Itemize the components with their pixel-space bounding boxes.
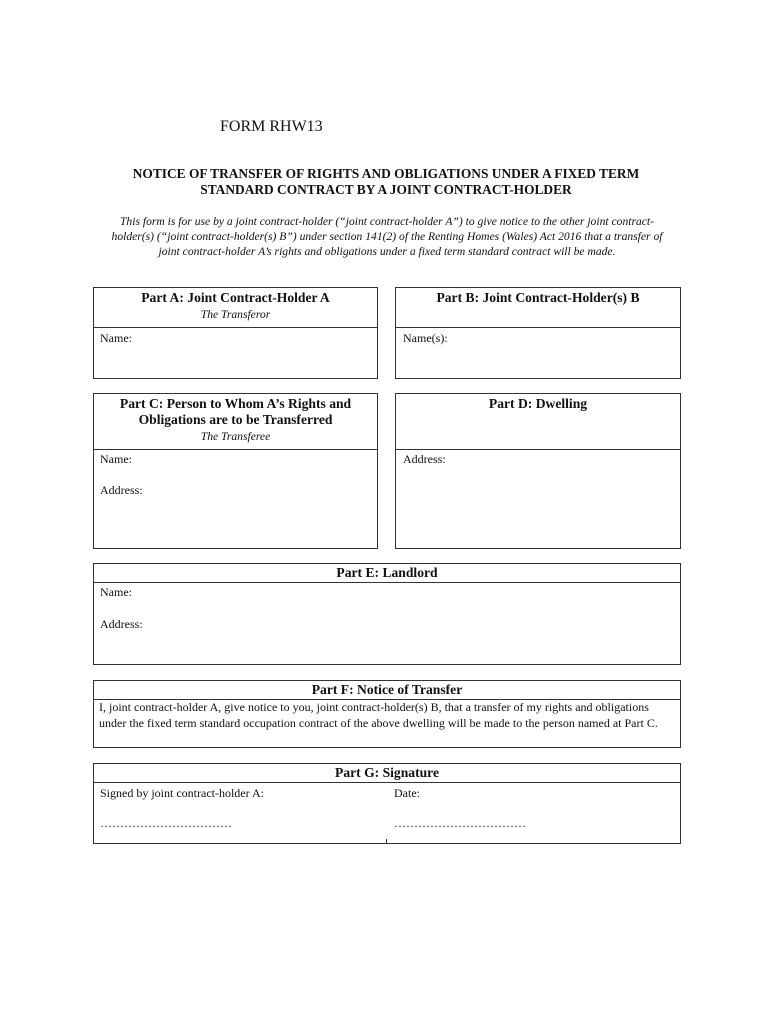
- part-f-title: Part F: Notice of Transfer: [311, 682, 463, 697]
- part-a-title: Part A: Joint Contract-Holder A: [141, 290, 330, 305]
- signature-line[interactable]: ……………………………: [100, 816, 232, 830]
- part-g-box: [93, 763, 681, 844]
- part-b-names-field[interactable]: Name(s):: [403, 331, 448, 345]
- part-e-box: [93, 563, 681, 665]
- part-e-name-field[interactable]: Name:: [100, 585, 132, 599]
- part-b-title: Part B: Joint Contract-Holder(s) B: [436, 290, 640, 305]
- part-e-title: Part E: Landlord: [336, 565, 438, 580]
- form-intro: This form is for use by a joint contract-holder (“joint contract-holder A”) to give notice to the other joint contract-holder(s) (“joint contract-holder(s) B”) under section 141(2) of the Renting Homes (Wales) Act 2016 that a transfer of joint contract-holder A’s rights and obligations under a fixed term standard contract will be made.: [111, 215, 663, 258]
- part-g-title: Part G: Signature: [335, 765, 439, 780]
- date-line[interactable]: ……………………………: [394, 816, 526, 830]
- part-f-notice-text: I, joint contract-holder A, give notice to you, joint contract-holder(s) B, that a transfer of my rights and obligations under the fixed term standard occupation contract of the above dwelling will be made to the person named at Part C.: [99, 700, 658, 730]
- part-c-box: [93, 393, 378, 549]
- form-heading: NOTICE OF TRANSFER OF RIGHTS AND OBLIGATIONS UNDER A FIXED TERM STANDARD CONTRACT BY A JOINT CONTRACT-HOLDER: [132, 166, 640, 197]
- part-d-box: [395, 393, 681, 549]
- part-f-box: [93, 680, 681, 748]
- part-b-box: [395, 287, 681, 379]
- part-c-address-field[interactable]: Address:: [100, 483, 143, 497]
- part-a-box: [93, 287, 378, 379]
- form-number: FORM RHW13: [220, 118, 323, 135]
- part-g-date-label: Date:: [394, 786, 420, 800]
- part-e-address-field[interactable]: Address:: [100, 617, 143, 631]
- part-a-name-field[interactable]: Name:: [100, 331, 132, 345]
- part-d-address-field[interactable]: Address:: [403, 452, 446, 466]
- part-c-name-field[interactable]: Name:: [100, 452, 132, 466]
- part-a-subtitle: The Transferor: [200, 308, 271, 321]
- part-c-subtitle: The Transferee: [200, 430, 271, 443]
- part-d-title: Part D: Dwelling: [488, 396, 588, 411]
- part-g-signed-label: Signed by joint contract-holder A:: [100, 786, 264, 800]
- part-c-title: Part C: Person to Whom A’s Rights and Obligations are to be Transferred: [119, 396, 352, 427]
